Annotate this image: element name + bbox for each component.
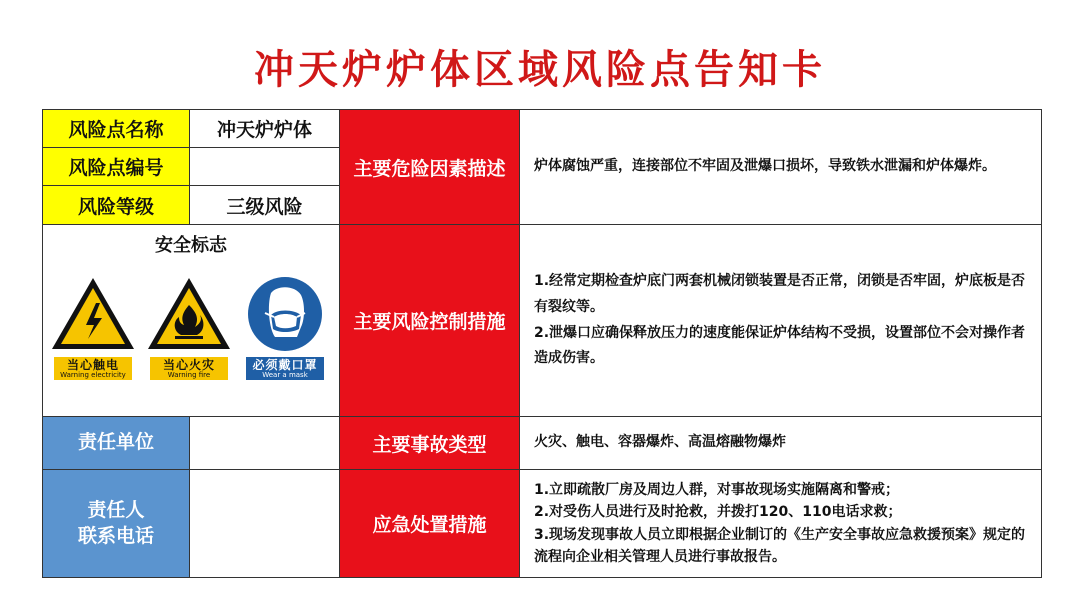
sign-fire	[145, 275, 233, 380]
safety-signs-row	[49, 275, 339, 380]
fire-warning-icon	[145, 275, 233, 353]
hazard-label: 主要危险因素描述	[340, 110, 520, 225]
control-item: 2.泄爆口应确保释放压力的速度能保证炉体结构不受损，设置部位不会对操作者造成伤害。	[534, 324, 1026, 367]
card-title: 冲天炉炉体区域风险点告知卡	[254, 47, 826, 93]
risk-name-label: 风险点名称	[43, 110, 190, 148]
sign-electric-shock	[49, 275, 137, 380]
sign-wear-mask	[241, 275, 329, 380]
emergency-item: 2.对受伤人员进行及时抢救，并拨打120、110电话求救；	[534, 504, 902, 521]
emergency-text	[520, 470, 1042, 578]
emergency-item: 1.立即疏散厂房及周边人群，对事故现场实施隔离和警戒；	[534, 481, 900, 498]
sign-electric-en: Warning electricity	[60, 370, 126, 379]
sign-electric-label	[54, 357, 132, 380]
control-item: 1.经常定期检查炉底门两套机械闭锁装置是否正常，闭锁是否牢固，炉底板是否有裂纹等。	[534, 272, 1026, 315]
sign-mask-en: Wear a mask	[262, 370, 308, 379]
sign-mask-label	[246, 357, 324, 380]
accident-text: 火灾、触电、容器爆炸、高温熔融物爆炸	[520, 417, 1042, 470]
risk-level-label: 风险等级	[43, 186, 190, 225]
sign-fire-en: Warning fire	[167, 370, 211, 379]
emergency-item: 3.现场发现事故人员立即根据企业制订的《生产安全事故应急救援预案》规定的流程向企业相关管理人员进行事故报告。	[534, 526, 1026, 565]
electric-shock-warning-icon	[49, 275, 137, 353]
accident-label: 主要事故类型	[340, 417, 520, 470]
row-emergency	[43, 470, 1042, 578]
sign-mask-cn: 必须戴口罩	[252, 358, 318, 372]
emergency-label: 应急处置措施	[340, 470, 520, 578]
control-label: 主要风险控制措施	[340, 225, 520, 417]
unit-label: 责任单位	[43, 417, 190, 470]
unit-value	[190, 417, 340, 470]
wear-mask-icon	[241, 275, 329, 353]
control-text	[520, 225, 1042, 417]
row-risk-name	[43, 110, 1042, 148]
person-label	[43, 470, 190, 578]
sign-fire-cn: 当心火灾	[162, 358, 215, 372]
person-value	[190, 470, 340, 578]
person-label-line2: 联系电话	[77, 524, 154, 547]
sign-electric-cn: 当心触电	[66, 358, 119, 372]
risk-code-label: 风险点编号	[43, 148, 190, 186]
risk-code-value	[190, 148, 340, 186]
safety-signs-panel	[43, 225, 340, 417]
safety-signs-title: 安全标志	[155, 235, 227, 256]
person-label-line1: 责任人	[87, 498, 145, 521]
row-control	[43, 225, 1042, 417]
sign-fire-label	[150, 357, 228, 380]
risk-name-value: 冲天炉炉体	[190, 110, 340, 148]
risk-notice-table	[42, 109, 1042, 578]
hazard-text: 炉体腐蚀严重，连接部位不牢固及泄爆口损坏，导致铁水泄漏和炉体爆炸。	[520, 110, 1042, 225]
row-accident	[43, 417, 1042, 470]
risk-level-value: 三级风险	[190, 186, 340, 225]
